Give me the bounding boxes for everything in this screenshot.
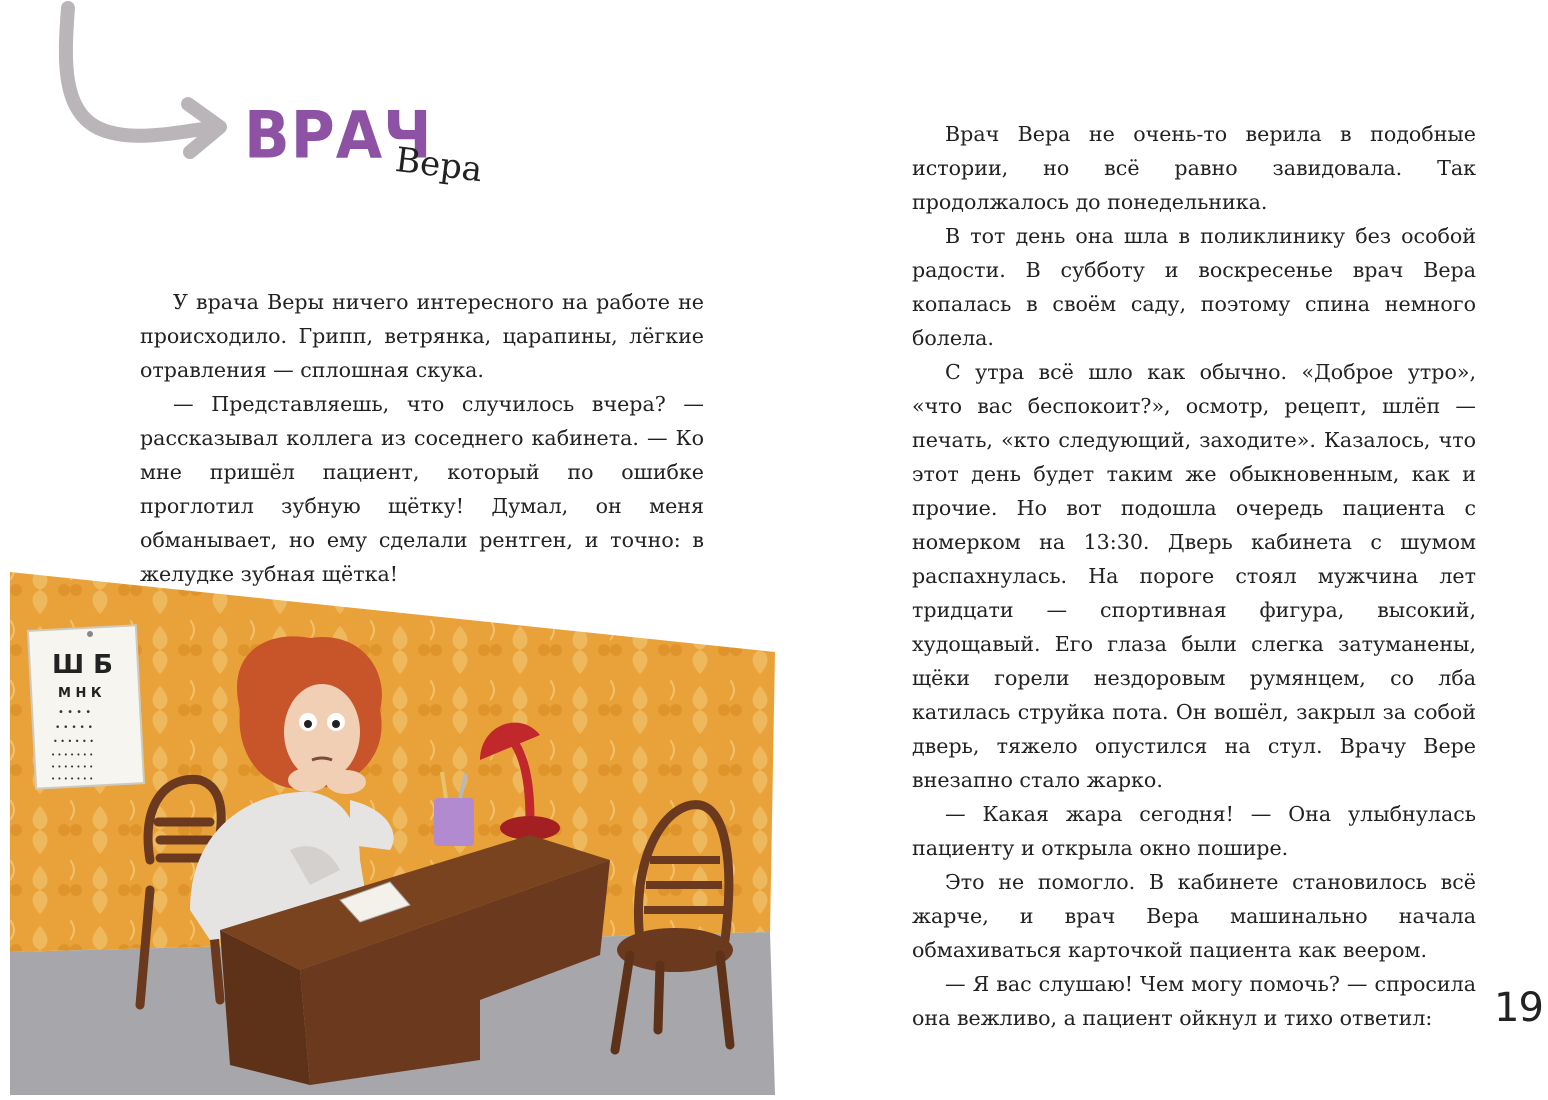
eye-chart-row: • • • • • • • (51, 751, 94, 759)
eye-chart (28, 625, 144, 788)
curved-arrow-icon (50, 0, 240, 160)
right-page-text (912, 117, 1476, 1035)
paragraph: — Представляешь, что случилось вчера? — рассказывал коллега из соседнего кабинета. — Ко мне пришёл пациент, который по ошибке проглотил зубную щётку! Думал, он меня обманывает, но ему сделали рентген, и точно: в желудке зубная щётка! (140, 392, 704, 586)
paragraph: — Какая жара сегодня! — Она улыбнулась пациенту и открыла окно пошире. (912, 802, 1476, 860)
paragraph: Это не помогло. В кабинете становилось всё жарче, и врач Вера машинально начала обмахиваться карточкой пациента как веером. (912, 870, 1476, 962)
doctor-illustration (10, 560, 785, 1095)
eye-chart-row: • • • • • • • (51, 775, 94, 783)
paragraph: С утра всё шло как обычно. «Доброе утро», «что вас беспокоит?», осмотр, рецепт, шлёп — печать, «кто следующий, заходите». Казалось, что этот день будет таким же обыкновенным, как и прочие. Но вот подошла очередь пациента с номерком на 13:30. Дверь кабинета с шумом распахнулась. На пороге стоял мужчина лет тридцати — спортивная фигура, высокий, худощавый. Его глаза были слегка затуманены, щёки горели нездоровым румянцем, со лба катилась струйка пота. Он вошёл, закрыл за собой дверь, тяжело опустился на стул. Врачу Вере внезапно стало жарко. (912, 360, 1476, 792)
paragraph: — Я вас слушаю! Чем могу помочь? — спросила она вежливо, а пациент ойкнул и тихо ответил: (912, 972, 1476, 1030)
eye-chart-row: • • • • • • (53, 737, 95, 746)
eye-chart-row: • • • • • (55, 723, 93, 733)
paragraph: В тот день она шла в поликлинику без особой радости. В субботу и воскресенье врач Вера копалась в своём саду, поэтому спина немного болела. (912, 224, 1476, 350)
left-page-text (140, 285, 704, 591)
eye-chart-row: • • • • • • • (51, 763, 94, 771)
paragraph: У врача Веры ничего интересного на работе не происходило. Грипп, ветрянка, царапины, лёгкие отравления — сплошная скука. (140, 290, 704, 382)
chapter-subtitle: Вера (393, 140, 485, 191)
page-number: 19 (1494, 985, 1543, 1031)
paragraph: Врач Вера не очень-то верила в подобные истории, но всё равно завидовала. Так продолжалось до понедельника. (912, 122, 1476, 214)
right-page (774, 0, 1548, 1100)
eye-chart-row: Ш Б (52, 650, 113, 680)
chapter-title: ВРАЧ (244, 98, 433, 174)
eye-chart-row: М Н К (58, 686, 102, 701)
eye-chart-row: • • • • (58, 707, 92, 718)
